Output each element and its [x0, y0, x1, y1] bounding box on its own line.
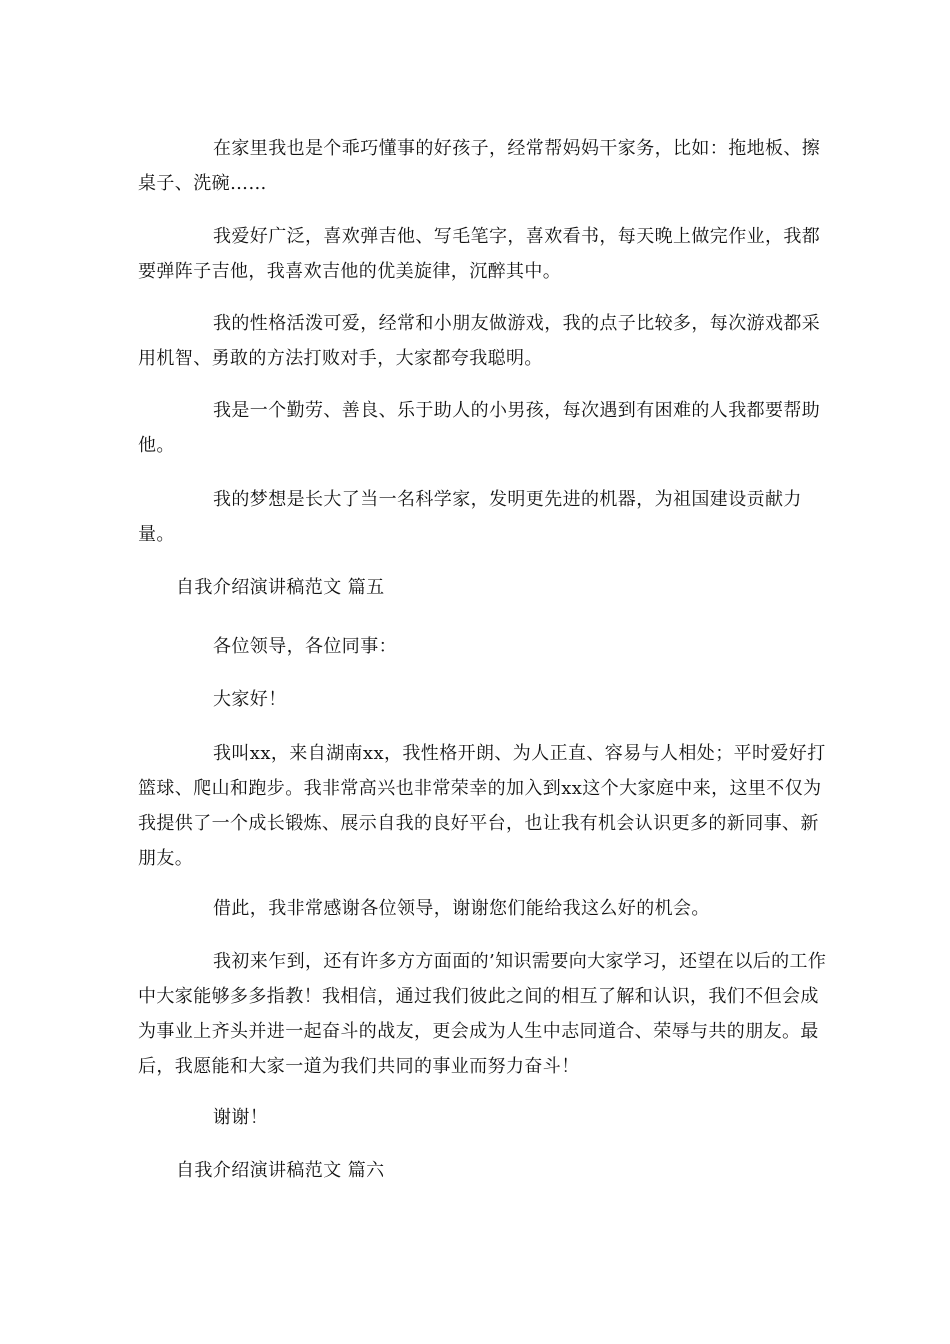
section-heading-part5: 自我介绍演讲稿范文 篇五: [176, 577, 385, 598]
paragraph-hobbies: 我爱好广泛，喜欢弹吉他、写毛笔字，喜欢看书，每天晚上做完作业，我都要弹阵子吉他，我喜欢吉他的优美旋律，沉醉其中。: [138, 226, 821, 282]
section-heading-part6: 自我介绍演讲稿范文 篇六: [176, 1160, 385, 1181]
paragraph-personality: 我的性格活泼可爱，经常和小朋友做游戏，我的点子比较多，每次游戏都采用机智、勇敢的方法打败对手，大家都夸我聪明。: [138, 313, 821, 369]
paragraph-hello-everyone: 大家好！: [213, 689, 287, 710]
paragraph-thanks-leaders: 借此，我非常感谢各位领导，谢谢您们能给我这么好的机会。: [213, 898, 710, 919]
paragraph-dream: 我的梦想是长大了当一名科学家，发明更先进的机器，为祖国建设贡献力量。: [138, 489, 802, 545]
paragraph-thank-you: 谢谢！: [213, 1107, 269, 1128]
paragraph-kindness: 我是一个勤劳、善良、乐于助人的小男孩，每次遇到有困难的人我都要帮助他。: [138, 400, 821, 456]
paragraph-greeting-leaders: 各位领导，各位同事：: [213, 636, 397, 657]
paragraph-self-intro: 我叫xx，来自湖南xx，我性格开朗、为人正直、容易与人相处；平时爱好打篮球、爬山和跑步。我非常高兴也非常荣幸的加入到xx这个大家庭中来，这里不仅为我提供了一个成长锻炼、展示自我的良好平台，也让我有机会认识更多的新同事、新朋友。: [138, 743, 826, 869]
paragraph-housework: 在家里我也是个乖巧懂事的好孩子，经常帮妈妈干家务，比如：拖地板、擦桌子、洗碗……: [138, 138, 821, 194]
paragraph-new-arrival: 我初来乍到，还有许多方方面面的’知识需要向大家学习，还望在以后的工作中大家能够多多指教！我相信，通过我们彼此之间的相互了解和认识，我们不但会成为事业上齐头并进一起奋斗的战友，更会成为人生中志同道合、荣辱与共的朋友。最后，我愿能和大家一道为我们共同的事业而努力奋斗！: [138, 951, 827, 1077]
